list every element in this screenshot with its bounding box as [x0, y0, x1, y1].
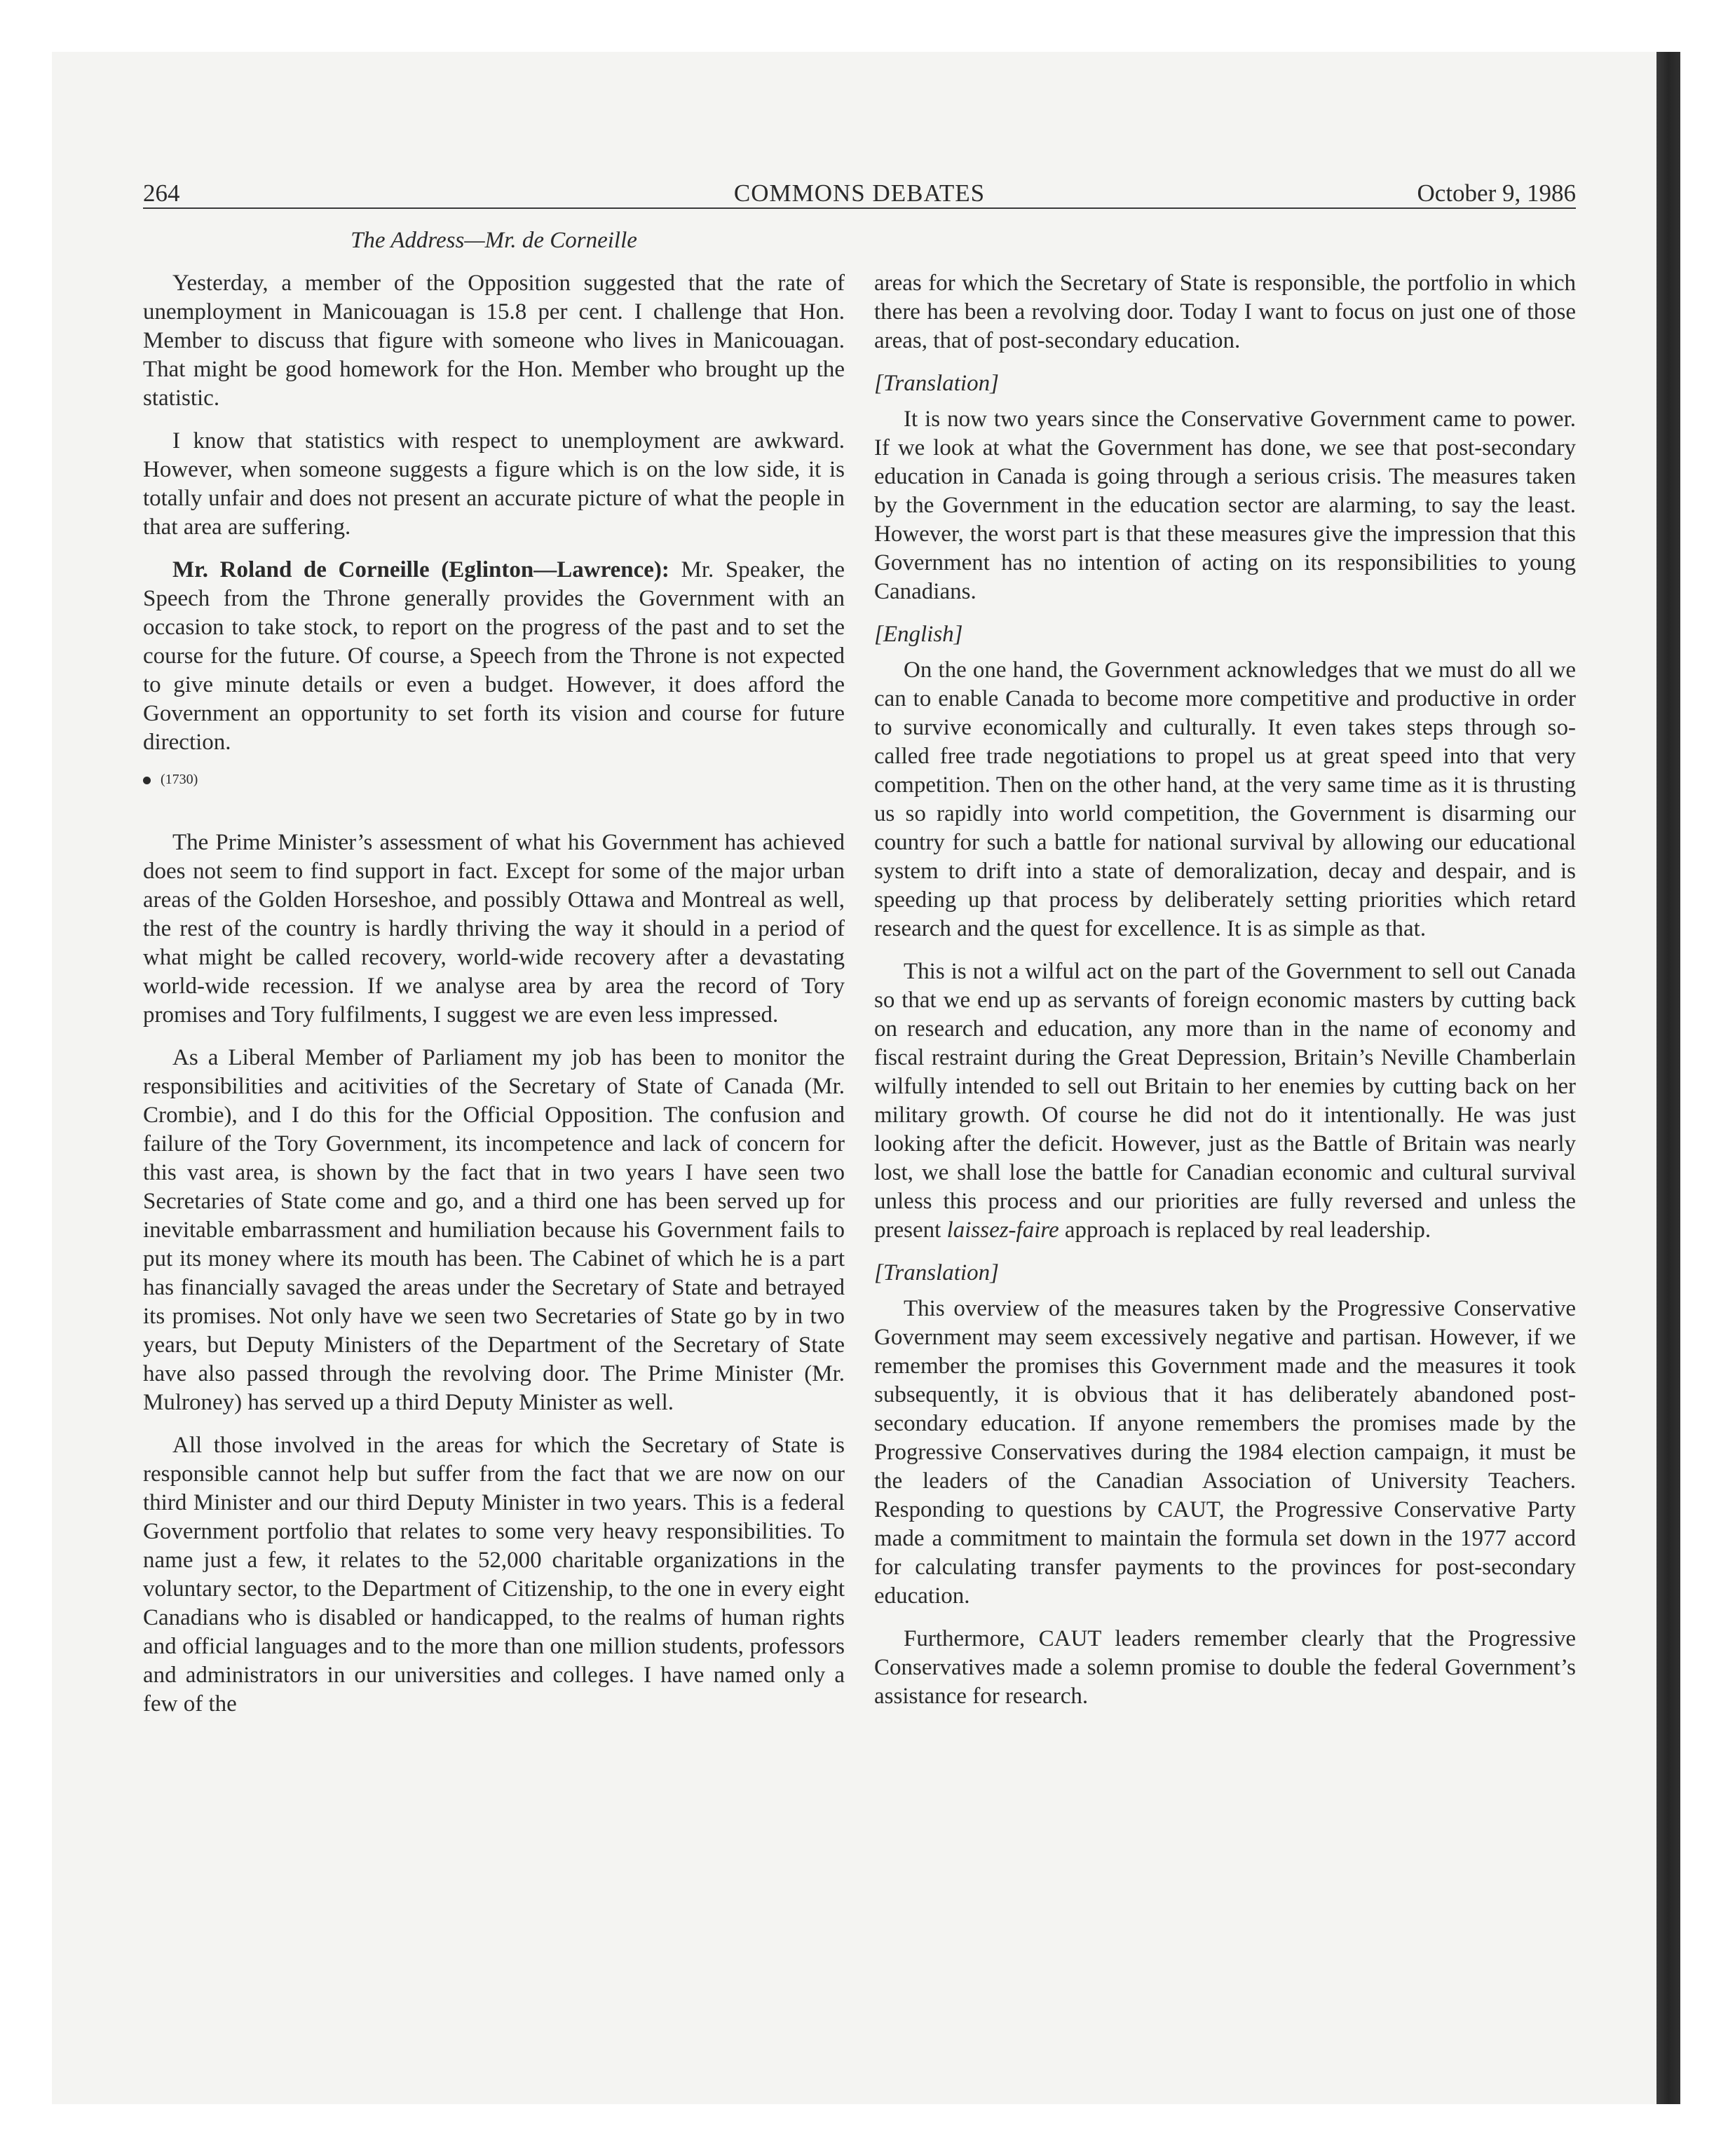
paragraph: Yesterday, a member of the Opposition suggested that the rate of unemployment in Manicouagan is 15.8 per cent. I challenge that Hon. Member to discuss that figure with someone who lives in Manicouagan. That might be good homework for the Hon. Member who brought up the statistic. [143, 271, 845, 411]
paragraph: Furthermore, CAUT leaders remember clearly that the Progressive Conservatives made a solemn promise to double the federal Government’s assistance for research. [874, 1626, 1576, 1709]
paragraph: areas for which the Secretary of State is responsible, the portfolio in which there has been a revolving door. Today I want to focus on just one of those areas, that of post-secondary education. [874, 271, 1576, 353]
paragraph [874, 957, 1576, 1245]
paragraph-text: This is not a wilful act on the part of the Government to sell out Canada so that we end up as servants of foreign economic masters by cutting back on research and education, any more than in the name of economy and fiscal restraint during the Great Depression, Britain’s Neville Chamberlain wilfully intended to sell out Britain to her enemies by cutting back on her military growth. Of course he did not do it intentionally. He was just looking after the deficit. However, just as the Battle of Britain was nearly lost, we shall lose the battle for Canadian economic and cultural survival unless this process and our priorities are fully reversed and unless the present [874, 959, 1576, 1243]
page-header [143, 174, 1576, 209]
paragraph: This overview of the measures taken by the Progressive Conservative Government may seem excessively negative and partisan. However, if we remember the promises this Government made and the measures it took subsequently, it is obvious that it has deliberately abandoned post-secondary education. If anyone remembers the promises made by the Progressive Conservatives during the 1984 election campaign, it must be the leaders of the Canadian Association of University Teachers. Responding to questions by CAUT, the Progressive Conservative Party made a commitment to maintain the formula set down in the 1977 accord for calculating transfer payments to the provinces for post-secondary education. [874, 1296, 1576, 1609]
header-rule [143, 207, 1576, 209]
bullet-dot-icon [143, 777, 151, 784]
issue-date: October 9, 1986 [1417, 179, 1576, 207]
paragraph: I know that statistics with respect to unemployment are awkward. However, when someone suggests a figure which is on the low side, it is totally unfair and does not present an accurate picture of what the people in that area are suffering. [143, 428, 845, 540]
time-marker-label: (1730) [161, 772, 198, 787]
paragraph: It is now two years since the Conservative Government came to power. If we look at what the Government has done, we see that post-secondary education in Canada is going through a serious crisis. The measures taken by the Government in the education sector are alarming, to say the least. However, the worst part is that these measures give the impression that this Government has no intention of acting on its responsibilities to young Canadians. [874, 407, 1576, 604]
paragraph: On the one hand, the Government acknowledges that we must do all we can to enable Canada to become more competitive and productive in order to survive economically and culturally. It even takes steps through so-called free trade negotiations to propel us at great speed into that very competition. Then on the other hand, at the very same time as it is thrusting us so rapidly into world competition, the Government is disarming our country for such a battle for national survival by allowing our educational system to drift into a state of demoralization, decay and despair, and is speeding up that process by deliberately setting priorities which retard research and the quest for excellence. It is as simple as that. [874, 657, 1576, 941]
paragraph: As a Liberal Member of Parliament my job has been to monitor the responsibilities and acitivities of the Secretary of State of Canada (Mr. Crombie), and I do this for the Official Opposition. The confusion and failure of the Tory Government, its incompetence and lack of concern for this vast area, is shown by the fact that in two years I have seen two Secretaries of State come and go, and a third one has been served up for inevitable embarrassment and humiliation because his Government fails to put its money where its mouth has been. The Cabinet of which he is a part has financially savaged the areas under the Secretary of State and betrayed its promises. Not only have we seen two Secretaries of State go by in two years, but Deputy Ministers of the Department of the Secretary of State have also passed through the revolving door. The Prime Minister (Mr. Mulroney) has served up a third Deputy Minister as well. [143, 1045, 845, 1415]
running-head: The Address—Mr. de Corneille [351, 228, 637, 253]
paragraph [143, 556, 845, 757]
language-tag: [English] [874, 622, 963, 647]
publication-title: COMMONS DEBATES [733, 179, 986, 207]
speaker-name: Mr. Roland de Corneille (Eglinton—Lawrence): [172, 557, 669, 582]
paragraph: All those involved in the areas for which the Secretary of State is responsible cannot help but suffer from the fact that we are now on our third Minister and our third Deputy Minister in two years. This is a federal Government portfolio that relates to some very heavy responsibilities. To name just a few, it relates to the 52,000 charitable organizations in the voluntary sector, to the Department of Citizenship, to the one in every eight Canadians who is disabled or handicapped, to the realms of human rights and official languages and to the more than one million students, professors and administrators in our universities and colleges. I have named only a few of the [143, 1433, 845, 1717]
speech-text: Mr. Speaker, the Speech from the Throne generally provides the Government with an occasion to take stock, to report on the progress of the past and to set the course for the future. Of course, a Speech from the Throne is not expected to give minute details or even a budget. However, it does afford the Government an opportunity to set forth its vision and course for future direction. [143, 557, 845, 755]
page-number: 264 [143, 179, 180, 207]
scan-edge-shadow [1656, 52, 1680, 2104]
left-column [143, 269, 845, 1733]
time-marker [143, 771, 845, 788]
right-column [874, 269, 1576, 1725]
paragraph: The Prime Minister’s assessment of what his Government has achieved does not seem to find support in fact. Except for some of the major urban areas of the Golden Horseshoe, and possibly Ottawa and Montreal as well, the rest of the country is hardly thriving the way it should in a period of what might be called recovery, world-wide recovery after a devastating world-wide recession. If we analyse area by area the record of Tory promises and Tory fulfilments, I suggest we are even less impressed. [143, 830, 845, 1028]
italic-term: laissez-faire [946, 1217, 1059, 1243]
paragraph-text-end: approach is replaced by real leadership. [1064, 1217, 1431, 1243]
language-tag: [Translation] [874, 371, 999, 396]
language-tag: [Translation] [874, 1260, 999, 1285]
